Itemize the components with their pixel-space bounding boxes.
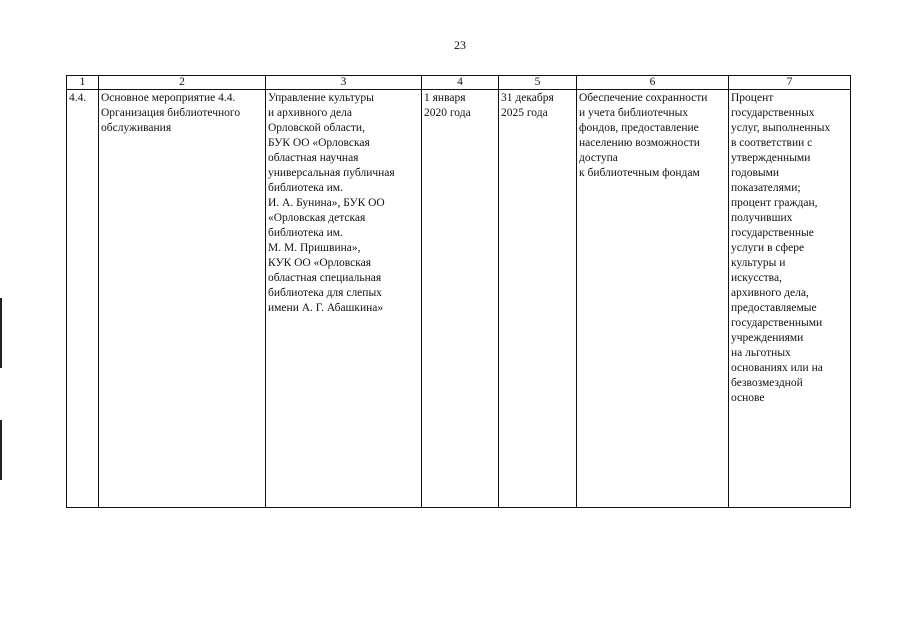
column-header-7: 7: [729, 76, 851, 90]
column-header-6: 6: [577, 76, 729, 90]
column-header-5: 5: [499, 76, 577, 90]
expected-result: Обеспечение сохранности и учета библиотечных фондов, предоставление населению возможности доступа к библиотечным фондам: [579, 92, 708, 179]
result-cell: [577, 90, 729, 508]
header-row: [67, 76, 851, 90]
start-date: 1 января 2020 года: [424, 92, 471, 119]
row-number-cell: [67, 90, 99, 508]
executor-text: Управление культуры и архивного дела Орловской области, БУК ОО «Орловская областная научная универсальная публичная библиотека им. И. А. Бунина», БУК ОО «Орловская детская библиотека им. М. М. Пришвина», КУК ОО «Орловская областная специальная библиотека для слепых имени А. Г. Абашкина»: [268, 92, 395, 314]
column-header-4: 4: [422, 76, 499, 90]
activity-cell: [99, 90, 266, 508]
activity-name: Основное мероприятие 4.4. Организация библиотечного обслуживания: [101, 92, 241, 134]
column-header-3: 3: [266, 76, 422, 90]
executor-cell: [266, 90, 422, 508]
end-date: 31 декабря 2025 года: [501, 92, 554, 119]
scan-edge-mark: [0, 420, 2, 480]
column-header-1: 1: [67, 76, 99, 90]
end-date-cell: [499, 90, 577, 508]
page-number: 23: [454, 38, 466, 52]
table-row: [67, 90, 851, 508]
scan-edge-mark: [0, 298, 2, 368]
indicator-text: Процент государственных услуг, выполненных в соответствии с утвержденными годовыми показателями; процент граждан, получивших государственные услуги в сфере культуры и искусства, архивного дела, предоставляемые государственными учреждениями на льготных основаниях или на безвозмездной основе: [731, 92, 831, 404]
indicator-cell: [729, 90, 851, 508]
start-date-cell: [422, 90, 499, 508]
column-header-2: 2: [99, 76, 266, 90]
activities-table: [66, 75, 851, 508]
row-number: 4.4.: [69, 92, 87, 104]
